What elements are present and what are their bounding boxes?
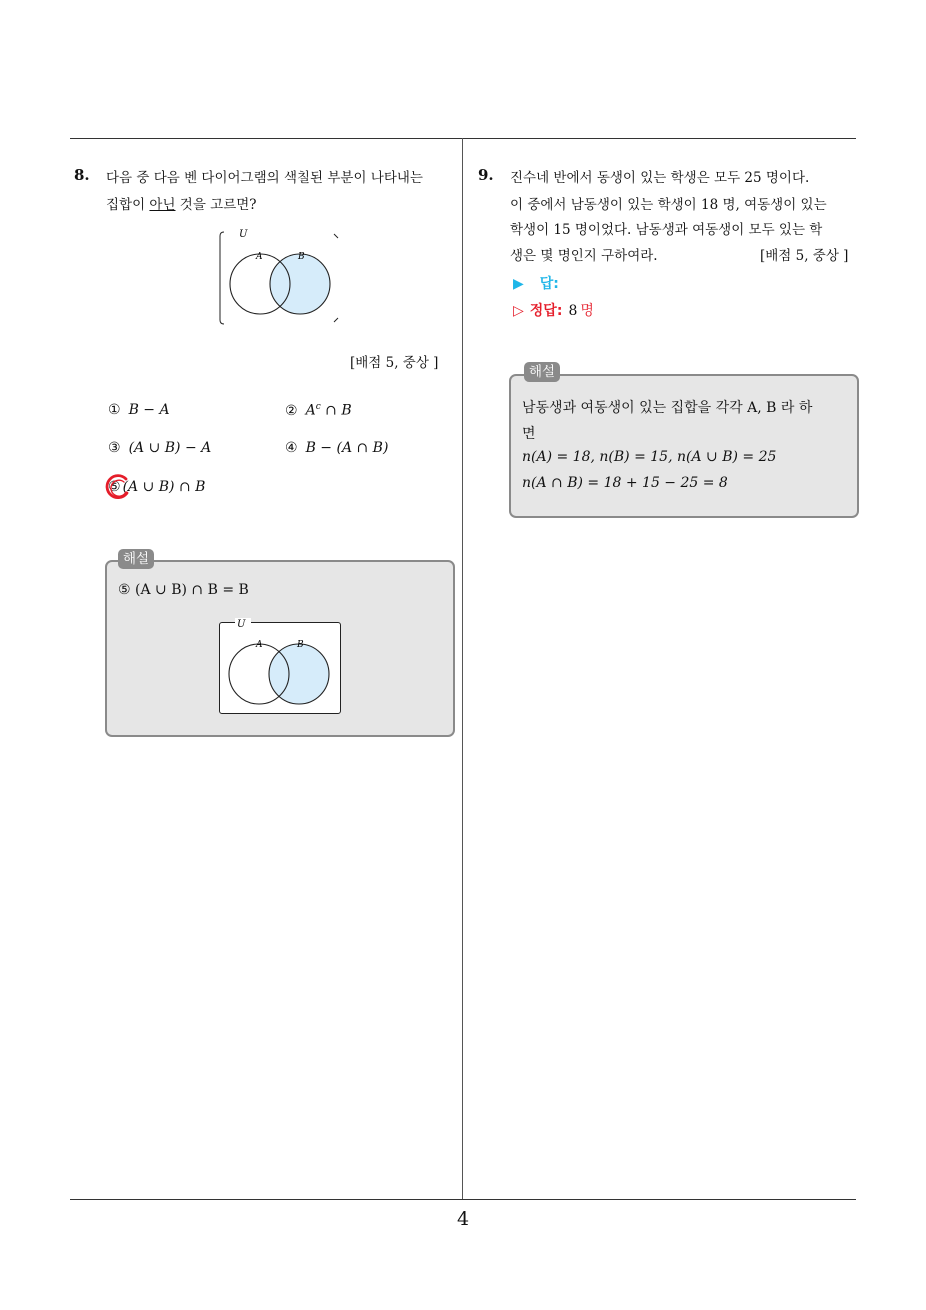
set-a-label: A [256, 252, 263, 262]
choice-expression: B − (A ∩ B) [305, 440, 389, 456]
choice-expression: (A ∪ B) ∩ B [122, 479, 206, 495]
universe-corner-br [334, 318, 338, 322]
choice-number: ⑤ [108, 479, 121, 495]
answer-label: 답: [539, 276, 559, 292]
score-label: [배점 5, 중상 ] [350, 355, 439, 371]
correct-answer-value: 8 [568, 303, 578, 319]
text: 집합이 [106, 197, 150, 213]
solution-tag: 해설 [524, 362, 560, 382]
set-b-circle [269, 644, 329, 704]
question-text-line3: 학생이 15 명이었다. 남동생과 여동생이 모두 있는 학 [510, 222, 823, 238]
solution-line3: n(A) = 18, n(B) = 15, n(A ∪ B) = 25 [522, 449, 777, 465]
question-text-line1: 다음 중 다음 벤 다이어그램의 색칠된 부분이 나타내는 [106, 170, 423, 186]
question-number: 8. [74, 166, 90, 184]
question-number: 9. [478, 166, 494, 184]
question-text-line4: 생은 몇 명인지 구하여라. [510, 248, 658, 264]
choice-expression: B − A [128, 402, 170, 418]
correct-answer-label: 정답: [529, 303, 563, 319]
set-b-label: B [297, 640, 304, 650]
solution-venn-diagram [219, 612, 341, 714]
set-b-label: B [298, 252, 305, 262]
bottom-rule [70, 1199, 856, 1200]
solution-line1: 남동생과 여동생이 있는 집합을 각각 A, B 라 하 [522, 400, 813, 416]
solution-line4: n(A ∩ B) = 18 + 15 − 25 = 8 [522, 475, 728, 491]
choice-expression-base: A [305, 402, 316, 419]
question-text-line2 [106, 193, 257, 213]
text: 것을 고르면? [175, 197, 257, 213]
play-arrow-icon: ▶ [513, 276, 524, 292]
question-text-line1: 진수네 반에서 동생이 있는 학생은 모두 25 명이다. [510, 170, 810, 186]
universe-label: U [237, 619, 246, 630]
choice-2[interactable] [285, 402, 352, 419]
answer-input-row[interactable] [513, 273, 559, 293]
choice-1[interactable] [108, 402, 170, 418]
set-b-circle [270, 254, 330, 314]
solution-tag: 해설 [118, 549, 154, 569]
solution-box [509, 374, 859, 518]
choice-expression-superscript: c [315, 402, 321, 412]
choice-3[interactable] [108, 440, 211, 456]
choice-number: ② [285, 402, 298, 419]
choice-number: ④ [285, 440, 298, 456]
universe-left-bracket [220, 232, 224, 324]
set-a-label: A [256, 640, 263, 650]
outline-arrow-icon: ▷ [513, 303, 524, 319]
choice-4[interactable] [285, 440, 388, 456]
universe-corner-tr [334, 234, 338, 238]
correct-answer-unit: 명 [580, 303, 594, 319]
choice-number: ① [108, 402, 121, 418]
emphasis-underlined: 아닌 [149, 197, 176, 213]
score-label: [배점 5, 중상 ] [760, 248, 849, 264]
solution-line2: 면 [522, 426, 536, 442]
choice-number: ③ [108, 440, 121, 456]
venn-diagram [216, 228, 346, 328]
answer-circle-inner-stroke [111, 480, 126, 496]
universe-label: U [239, 229, 248, 240]
page-number: 4 [456, 1208, 470, 1230]
correct-answer-row [513, 300, 594, 320]
choice-expression: (A ∪ B) − A [128, 440, 212, 456]
solution-line1: ⑤ (A ∪ B) ∩ B = B [118, 582, 249, 598]
selected-answer-mark [102, 473, 132, 503]
question-text-line2: 이 중에서 남동생이 있는 학생이 18 명, 여동생이 있는 [510, 197, 827, 213]
column-divider [462, 138, 463, 1200]
choice-expression-rest: ∩ B [320, 402, 352, 419]
